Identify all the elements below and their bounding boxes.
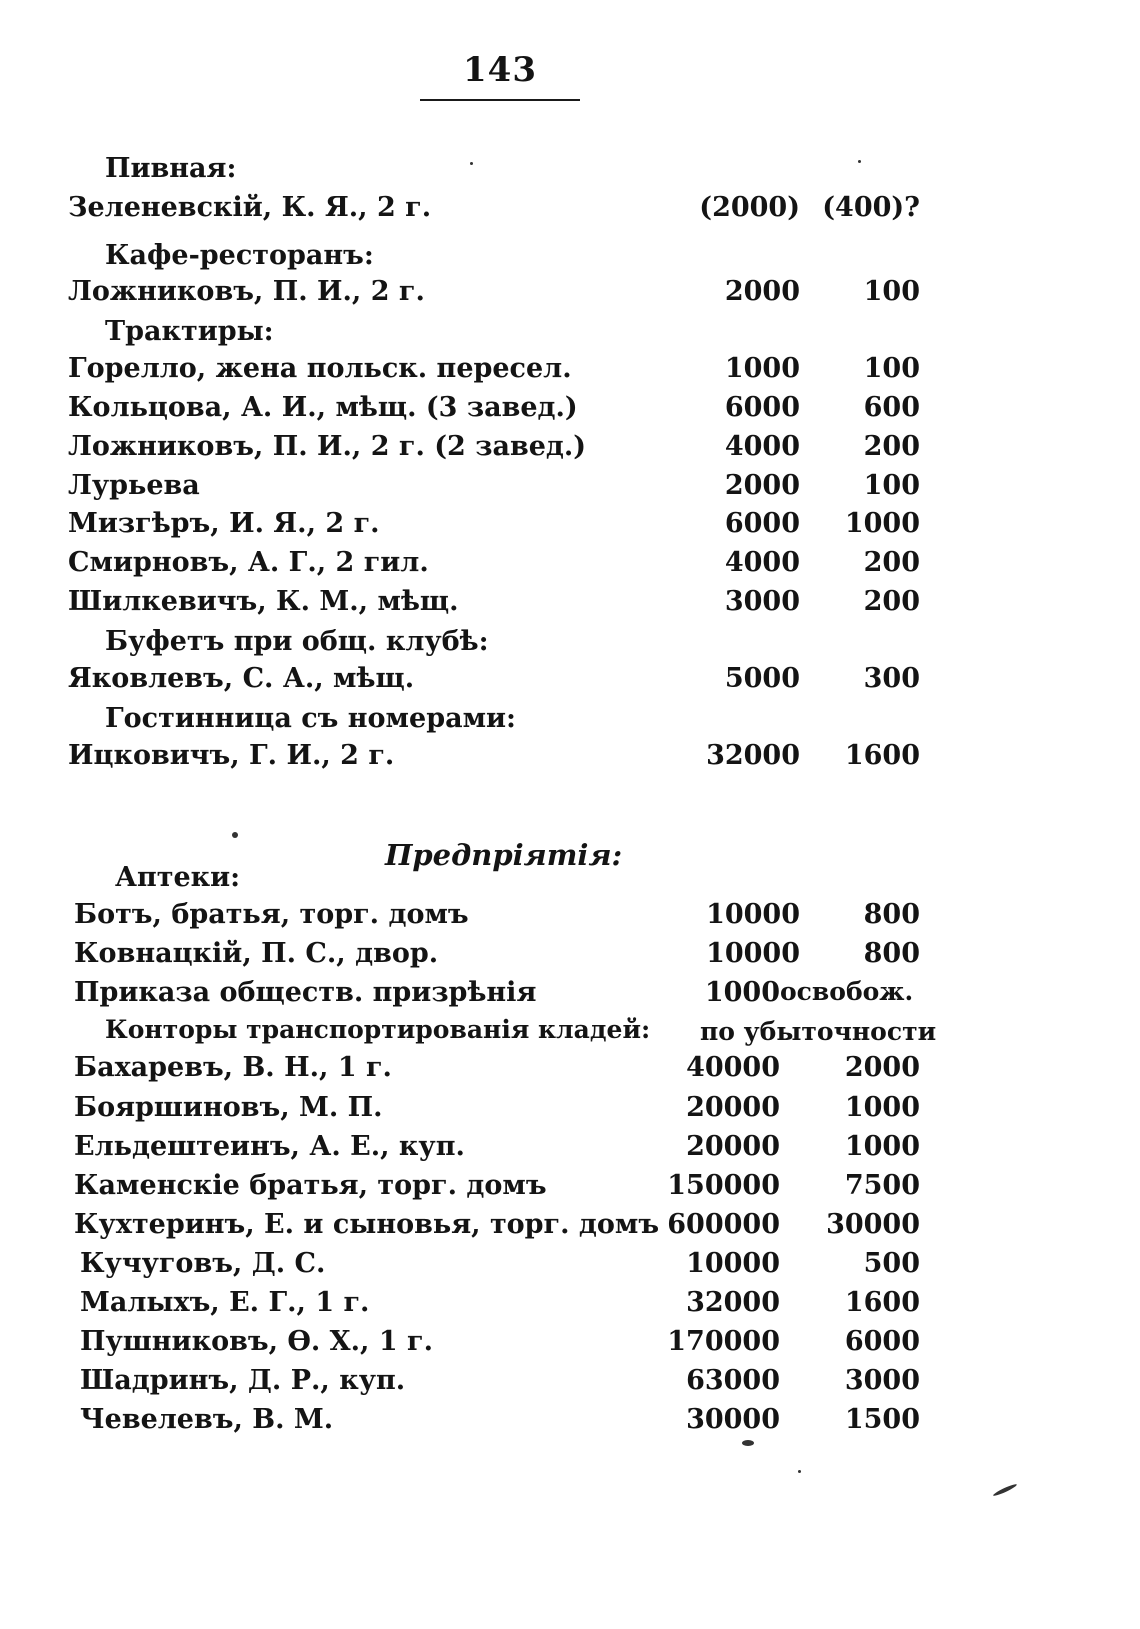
entry-tax: 300: [863, 663, 920, 694]
table-row: [0, 1326, 1140, 1366]
entry-capital: 150000: [667, 1170, 780, 1201]
entry-capital: 4000: [724, 547, 800, 578]
ink-speck: [232, 832, 238, 838]
entry-capital: 6000: [724, 508, 800, 539]
entry-capital: 20000: [686, 1092, 780, 1123]
table-row: [0, 392, 1140, 432]
entry-capital: 20000: [686, 1131, 780, 1162]
table-row: [0, 1092, 1140, 1132]
table-row: [0, 353, 1140, 393]
entry-tax: 2000: [844, 1052, 920, 1083]
entry-capital: 6000: [724, 392, 800, 423]
entry-capital: 63000: [686, 1365, 780, 1396]
entry-capital: 3000: [724, 586, 800, 617]
table-row: [0, 586, 1140, 626]
entry-tax: 1000: [844, 1131, 920, 1162]
ink-speck: [798, 1470, 801, 1473]
entry-tax: (400)?: [822, 192, 920, 223]
entry-name: Ковнацкій, П. С., двор.: [74, 938, 439, 969]
entry-name: Бояршиновъ, М. П.: [74, 1092, 383, 1123]
entry-name: Приказа обществ. призрѣнія: [74, 977, 537, 1008]
table-row: [0, 431, 1140, 471]
table-row: [0, 1209, 1140, 1249]
entry-name: Яковлевъ, С. А., мѣщ.: [68, 663, 415, 694]
heading-taverns: Трактиры:: [105, 316, 274, 347]
table-row: [0, 470, 1140, 510]
entry-name: Шилкевичъ, К. М., мѣщ.: [68, 586, 459, 617]
entry-tax: 1600: [844, 1287, 920, 1318]
entry-capital: 2000: [724, 470, 800, 501]
entry-name: Кольцова, А. И., мѣщ. (3 завед.): [68, 392, 578, 423]
table-row: [0, 1404, 1140, 1444]
entry-name: Малыхъ, Е. Г., 1 г.: [80, 1287, 370, 1318]
entry-capital: 2000: [724, 276, 800, 307]
table-row: [0, 938, 1140, 978]
table-row: [0, 508, 1140, 548]
table-row: [0, 663, 1140, 703]
entry-tax: 1600: [844, 740, 920, 771]
entry-capital: 30000: [686, 1404, 780, 1435]
entry-name: Кучуговъ, Д. С.: [80, 1248, 326, 1279]
tax-note: по убыточности: [700, 1017, 937, 1046]
entry-capital: 32000: [686, 1287, 780, 1318]
page-number: 143: [463, 50, 537, 90]
entry-name: Ложниковъ, П. И., 2 г.: [68, 276, 425, 307]
ink-speck: [742, 1440, 754, 1446]
heading-pharmacies: Аптеки:: [115, 862, 241, 893]
ink-speck: [470, 162, 473, 165]
entry-name: Смирновъ, А. Г., 2 гил.: [68, 547, 429, 578]
entry-tax: 800: [863, 899, 920, 930]
entry-capital: 10000: [686, 1248, 780, 1279]
entry-name: Зеленевскій, К. Я., 2 г.: [68, 192, 432, 223]
table-row: [0, 740, 1140, 780]
entry-capital: 5000: [724, 663, 800, 694]
heading-transport-offices: Конторы транспортированія кладей:: [105, 1015, 651, 1044]
entry-name: Ложниковъ, П. И., 2 г. (2 завед.): [68, 431, 587, 462]
table-row: [0, 1248, 1140, 1288]
table-row: [0, 1131, 1140, 1171]
entry-name: Чевелевъ, В. М.: [80, 1404, 334, 1435]
heading-hotel: Гостинница съ номерами:: [105, 703, 517, 734]
table-row: [0, 547, 1140, 587]
entry-name: Мизгѣръ, И. Я., 2 г.: [68, 508, 380, 539]
entry-tax: 600: [863, 392, 920, 423]
entry-tax: 1000: [844, 1092, 920, 1123]
entry-name: Пушниковъ, Ѳ. Х., 1 г.: [80, 1326, 433, 1357]
entry-name: Лурьева: [68, 470, 200, 501]
ink-speck: [858, 160, 861, 163]
entry-tax: 200: [863, 547, 920, 578]
entry-tax: 800: [863, 938, 920, 969]
entry-name: Горелло, жена польск. пересел.: [68, 353, 572, 384]
entry-tax: 200: [863, 586, 920, 617]
entry-name: Ицковичъ, Г. И., 2 г.: [68, 740, 395, 771]
entry-tax: 30000: [826, 1209, 920, 1240]
entry-capital: 10000: [706, 899, 800, 930]
entry-tax: 1000: [844, 508, 920, 539]
entry-capital: 40000: [686, 1052, 780, 1083]
entry-name: Каменскіе братья, торг. домъ: [74, 1170, 547, 1201]
heading-club-buffet: Буфетъ при общ. клубѣ:: [105, 626, 489, 657]
table-row: [0, 977, 1140, 1017]
entry-tax: 3000: [844, 1365, 920, 1396]
heading-cafe: Кафе-ресторанъ:: [105, 240, 374, 271]
entry-name: Бахаревъ, В. Н., 1 г.: [74, 1052, 392, 1083]
entry-tax: освобож.: [780, 977, 914, 1006]
entry-tax: 100: [863, 353, 920, 384]
ink-speck: [992, 1483, 1017, 1498]
entry-capital: 600000: [667, 1209, 780, 1240]
entry-tax: 500: [863, 1248, 920, 1279]
entry-capital: 1000: [724, 353, 800, 384]
entry-tax: 200: [863, 431, 920, 462]
entry-tax: 7500: [844, 1170, 920, 1201]
table-row: [0, 1170, 1140, 1210]
entry-capital: 170000: [667, 1326, 780, 1357]
entry-name: Ельдештеинъ, А. Е., куп.: [74, 1131, 465, 1162]
table-row: [0, 1287, 1140, 1327]
table-row: [0, 899, 1140, 939]
table-row: [0, 1052, 1140, 1092]
entry-capital: 32000: [706, 740, 800, 771]
entry-tax: 6000: [844, 1326, 920, 1357]
entry-capital: (2000): [699, 192, 800, 223]
entry-tax: 100: [863, 276, 920, 307]
page-number-underline: [420, 99, 580, 101]
entry-capital: 4000: [724, 431, 800, 462]
table-row: [0, 192, 1140, 232]
entry-name: Ботъ, братья, торг. домъ: [74, 899, 469, 930]
entry-capital: 1000: [704, 977, 780, 1008]
entry-name: Шадринъ, Д. Р., куп.: [80, 1365, 406, 1396]
heading-beer-house: Пивная:: [105, 153, 237, 184]
entry-name: Кухтеринъ, Е. и сыновья, торг. домъ: [74, 1209, 660, 1240]
entry-tax: 100: [863, 470, 920, 501]
entry-tax: 1500: [844, 1404, 920, 1435]
table-row: [0, 1365, 1140, 1405]
table-row: [0, 276, 1140, 316]
entry-capital: 10000: [706, 938, 800, 969]
section-title-enterprises: Предпріятія:: [385, 838, 623, 872]
